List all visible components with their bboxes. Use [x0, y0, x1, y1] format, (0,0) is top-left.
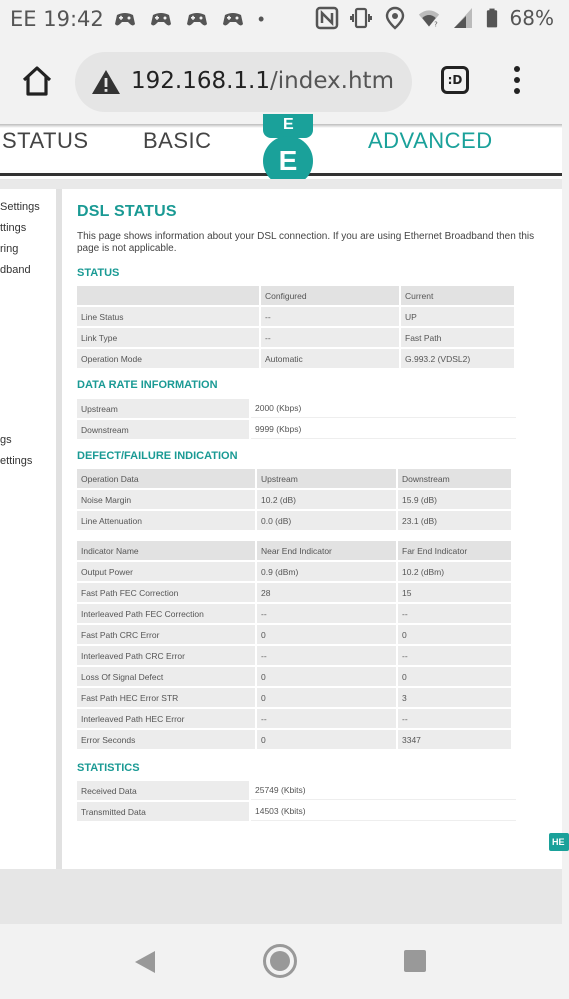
data-rate-table: [75, 397, 518, 441]
table-cell: 0: [257, 730, 396, 749]
back-icon[interactable]: [133, 949, 157, 975]
table-cell: Transmitted Data: [77, 802, 249, 821]
section-heading-statistics: STATISTICS: [77, 762, 140, 774]
table-cell: --: [257, 646, 396, 665]
side-menu-item[interactable]: ttings: [0, 222, 27, 234]
table-cell: 10.2 (dB): [257, 490, 396, 509]
overflow-menu-icon[interactable]: [510, 66, 524, 96]
table-cell: --: [398, 709, 511, 728]
table-cell: 3: [398, 688, 511, 707]
battery-percent: 68%: [509, 6, 554, 30]
home-icon[interactable]: [20, 64, 54, 98]
ee-logo[interactable]: E: [263, 136, 313, 186]
gamepad-icon: [222, 9, 244, 29]
table-row: [77, 625, 511, 644]
page-description: This page shows information about your DSL connection. If you are using Ethernet Broadband then this page is not applicable.: [77, 231, 535, 254]
table-row: [77, 420, 516, 439]
table-row: [77, 667, 511, 686]
table-cell: Interleaved Path FEC Correction: [77, 604, 255, 623]
table-cell: 15: [398, 583, 511, 602]
table-header-cell: Far End Indicator: [398, 541, 511, 560]
ee-logo-top: [263, 114, 313, 138]
section-heading-status: STATUS: [77, 267, 120, 279]
table-cell: --: [257, 604, 396, 623]
table-cell: Link Type: [77, 328, 259, 347]
status-table: [75, 284, 516, 370]
table-row: [77, 349, 514, 368]
table-cell: 25749 (Kbits): [251, 781, 516, 800]
wifi-icon: [418, 6, 440, 30]
table-cell: 15.9 (dB): [398, 490, 511, 509]
home-dot: [270, 951, 290, 971]
ee-logo-top-letter: E: [283, 116, 294, 133]
table-cell: Noise Margin: [77, 490, 255, 509]
table-cell: 0: [257, 667, 396, 686]
table-header-cell: Upstream: [257, 469, 396, 488]
carrier-label: EE: [10, 7, 37, 31]
side-menu-item[interactable]: Settings: [0, 201, 40, 213]
table-header-cell: Indicator Name: [77, 541, 255, 560]
gamepad-icon: [114, 9, 136, 29]
gamepad-icon: [186, 9, 208, 29]
table-cell: 2000 (Kbps): [251, 399, 516, 418]
section-heading-defect: DEFECT/FAILURE INDICATION: [77, 450, 238, 462]
table-header-row: [77, 286, 514, 305]
router-nav: [0, 116, 562, 176]
table-row: [77, 562, 511, 581]
table-row: [77, 802, 516, 821]
url-text[interactable]: [131, 68, 394, 94]
table-row: [77, 781, 516, 800]
table-header-cell: Operation Data: [77, 469, 255, 488]
table-header-cell: Current: [401, 286, 514, 305]
status-right: [316, 6, 554, 30]
table-cell: 14503 (Kbits): [251, 802, 516, 821]
nav-tab-advanced[interactable]: ADVANCED: [368, 128, 493, 153]
battery-icon: [486, 6, 498, 30]
recent-apps-button[interactable]: [404, 950, 426, 972]
table-cell: Line Attenuation: [77, 511, 255, 530]
table-cell: 10.2 (dBm): [398, 562, 511, 581]
table-row: [77, 490, 511, 509]
table-row: [77, 604, 511, 623]
table-cell: 0: [257, 625, 396, 644]
not-secure-warning-icon[interactable]: [91, 68, 121, 96]
table-cell: --: [261, 328, 399, 347]
table-cell: Loss Of Signal Defect: [77, 667, 255, 686]
table-cell: Automatic: [261, 349, 399, 368]
table-cell: 0.0 (dB): [257, 511, 396, 530]
home-button[interactable]: [263, 944, 297, 978]
header-gap: [0, 179, 562, 189]
side-menu-item[interactable]: gs: [0, 434, 12, 446]
table-row: [77, 730, 511, 749]
table-row: [77, 511, 511, 530]
side-menu-item[interactable]: ring: [0, 243, 19, 255]
table-header-row: [77, 541, 511, 560]
main-content: [62, 189, 562, 869]
table-row: [77, 646, 511, 665]
status-left: [10, 7, 104, 31]
table-cell: Interleaved Path CRC Error: [77, 646, 255, 665]
table-cell: Error Seconds: [77, 730, 255, 749]
tab-switcher-button[interactable]: :D: [441, 66, 469, 94]
table-cell: 0: [398, 667, 511, 686]
nfc-icon: [316, 6, 338, 30]
table-cell: Fast Path: [401, 328, 514, 347]
table-cell: --: [398, 646, 511, 665]
table-cell: --: [261, 307, 399, 326]
table-cell: Downstream: [77, 420, 249, 439]
table-header-cell: Configured: [261, 286, 399, 305]
gamepad-icon: [150, 9, 172, 29]
more-notifications-dot: •: [258, 9, 265, 29]
table-cell: 9999 (Kbps): [251, 420, 516, 439]
page-title: DSL STATUS: [77, 203, 177, 220]
defect-table: [75, 467, 513, 532]
location-icon: [384, 6, 406, 30]
table-cell: Fast Path CRC Error: [77, 625, 255, 644]
system-nav-bar: [0, 924, 562, 999]
side-menu-item[interactable]: ettings: [0, 455, 33, 467]
browser-toolbar: [0, 40, 562, 124]
indicator-table: [75, 539, 513, 751]
section-heading-data-rate: DATA RATE INFORMATION: [77, 379, 218, 391]
table-cell: G.993.2 (VDSL2): [401, 349, 514, 368]
table-row: [77, 709, 511, 728]
clock: 19:42: [43, 7, 104, 31]
table-cell: --: [398, 604, 511, 623]
table-cell: Operation Mode: [77, 349, 259, 368]
notification-icons: [114, 9, 244, 29]
table-cell: --: [257, 709, 396, 728]
table-cell: UP: [401, 307, 514, 326]
table-cell: 0: [257, 688, 396, 707]
table-cell: Fast Path FEC Correction: [77, 583, 255, 602]
side-menu: [0, 189, 56, 869]
address-bar[interactable]: [75, 52, 412, 112]
table-cell: Line Status: [77, 307, 259, 326]
svg-text:?: ?: [433, 20, 438, 29]
url-host: 192.168.1.1: [131, 68, 270, 94]
table-cell: 28: [257, 583, 396, 602]
statistics-table: [75, 779, 518, 823]
table-row: [77, 307, 514, 326]
table-cell: Output Power: [77, 562, 255, 581]
table-row: [77, 328, 514, 347]
table-header-cell: Downstream: [398, 469, 511, 488]
table-row: [77, 399, 516, 418]
table-cell: 0: [398, 625, 511, 644]
status-bar: [0, 0, 562, 40]
vibrate-icon: [350, 6, 372, 30]
cell-signal-icon: [452, 6, 474, 30]
table-cell: Received Data: [77, 781, 249, 800]
nav-tab-basic[interactable]: BASIC: [143, 128, 212, 153]
table-cell: Upstream: [77, 399, 249, 418]
table-header-cell: Near End Indicator: [257, 541, 396, 560]
table-cell: Interleaved Path HEC Error: [77, 709, 255, 728]
table-cell: 3347: [398, 730, 511, 749]
table-header-row: [77, 469, 511, 488]
table-cell: Fast Path HEC Error STR: [77, 688, 255, 707]
help-button[interactable]: HE: [549, 833, 569, 851]
nav-tab-status[interactable]: STATUS: [2, 128, 89, 153]
page-footer: [0, 869, 562, 924]
table-cell: 23.1 (dB): [398, 511, 511, 530]
side-menu-item[interactable]: dband: [0, 264, 31, 276]
url-path: /index.htm: [270, 68, 394, 94]
table-row: [77, 688, 511, 707]
table-row: [77, 583, 511, 602]
table-cell: 0.9 (dBm): [257, 562, 396, 581]
web-page: [0, 116, 565, 924]
table-header-cell: [77, 286, 259, 305]
